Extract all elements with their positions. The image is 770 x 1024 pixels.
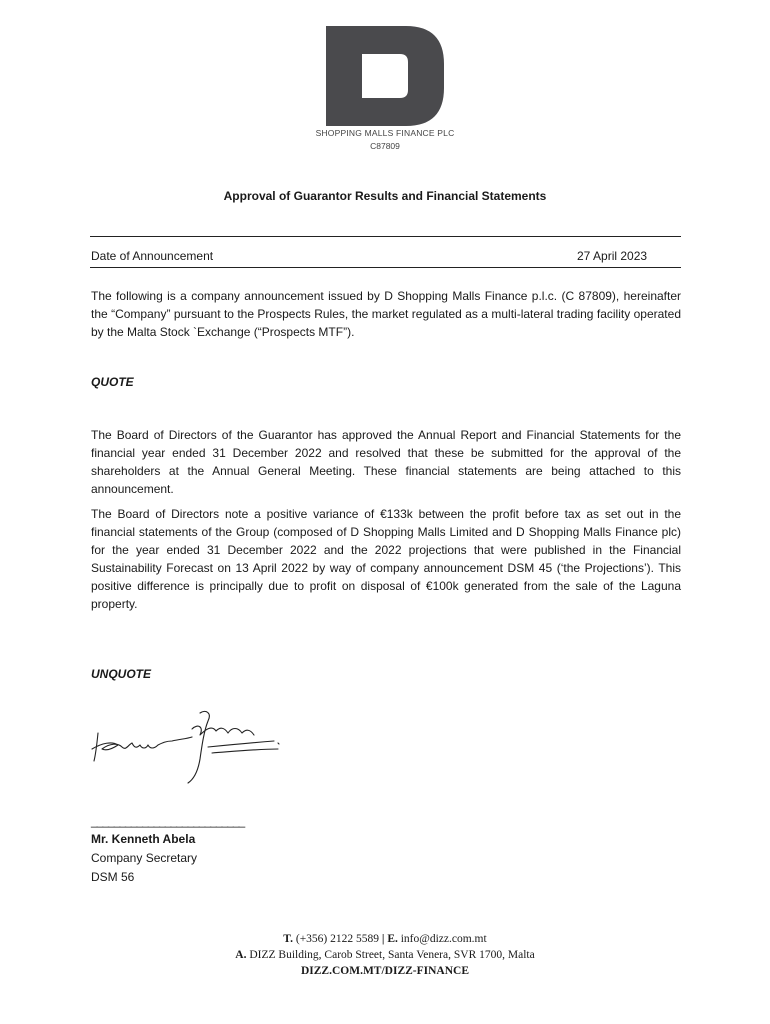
intro-paragraph: The following is a company announcement issued by D Shopping Malls Finance p.l.c. (C 87809), hereinafter the “Company” pursuant to the Prospects Rules, the market regulated as a multi-lateral trading facility operated by the Malta Stock `Exchange (“Prospects MTF”). <box>91 289 681 339</box>
handwritten-signature <box>88 705 288 785</box>
footer-website[interactable]: DIZZ.COM.MT/DIZZ-FINANCE <box>300 965 470 977</box>
company-name: SHOPPING MALLS FINANCE PLC <box>315 128 455 138</box>
body-paragraph-1: The Board of Directors of the Guarantor has approved the Annual Report and Financial Statements for the financial year ended 31 December 2022 and resolved that these be submitted for the approval of the shareholders at the Annual General Meeting. These financial statements are being attached to this announcement. <box>91 428 681 496</box>
company-registration: C87809 <box>370 141 400 151</box>
company-logo <box>326 26 444 126</box>
footer-contact <box>0 933 770 945</box>
footer-address-label: A. <box>235 949 247 961</box>
announcement-date: 27 April 2023 <box>577 249 648 263</box>
announcement-date-label: Date of Announcement <box>91 249 214 263</box>
signatory-role: Company Secretary <box>91 851 198 865</box>
body-paragraph-2: The Board of Directors note a positive variance of €133k between the profit before tax as set out in the financial statements of the Group (composed of D Shopping Malls Limited and D Shopping Malls Finance plc) for the year ended 31 December 2022 and the 2022 projections that were published in the Financial Sustainability Forecast on 13 April 2022 by way of company announcement DSM 45 (‘the Projections’). This positive difference is principally due to profit on disposal of €100k generated from the sale of the Laguna property. <box>91 507 681 611</box>
signature-line: ___________________________ <box>91 814 245 828</box>
unquote-label: UNQUOTE <box>91 667 151 681</box>
footer-email[interactable]: info@dizz.com.mt <box>400 933 487 945</box>
footer-email-label: E. <box>387 933 398 945</box>
quote-label: QUOTE <box>91 375 134 389</box>
footer-address: DIZZ Building, Carob Street, Santa Venera, SVR 1700, Malta <box>249 949 535 961</box>
footer-tel: (+356) 2122 5589 <box>295 933 380 945</box>
footer-address-line <box>0 949 770 961</box>
divider-top <box>90 236 681 237</box>
footer-separator: | <box>381 933 385 945</box>
signatory-name: Mr. Kenneth Abela <box>91 832 196 846</box>
document-reference: DSM 56 <box>91 870 135 884</box>
divider-bottom <box>90 267 681 268</box>
page-title: Approval of Guarantor Results and Financial Statements <box>223 189 547 203</box>
footer-tel-label: T. <box>283 933 293 945</box>
